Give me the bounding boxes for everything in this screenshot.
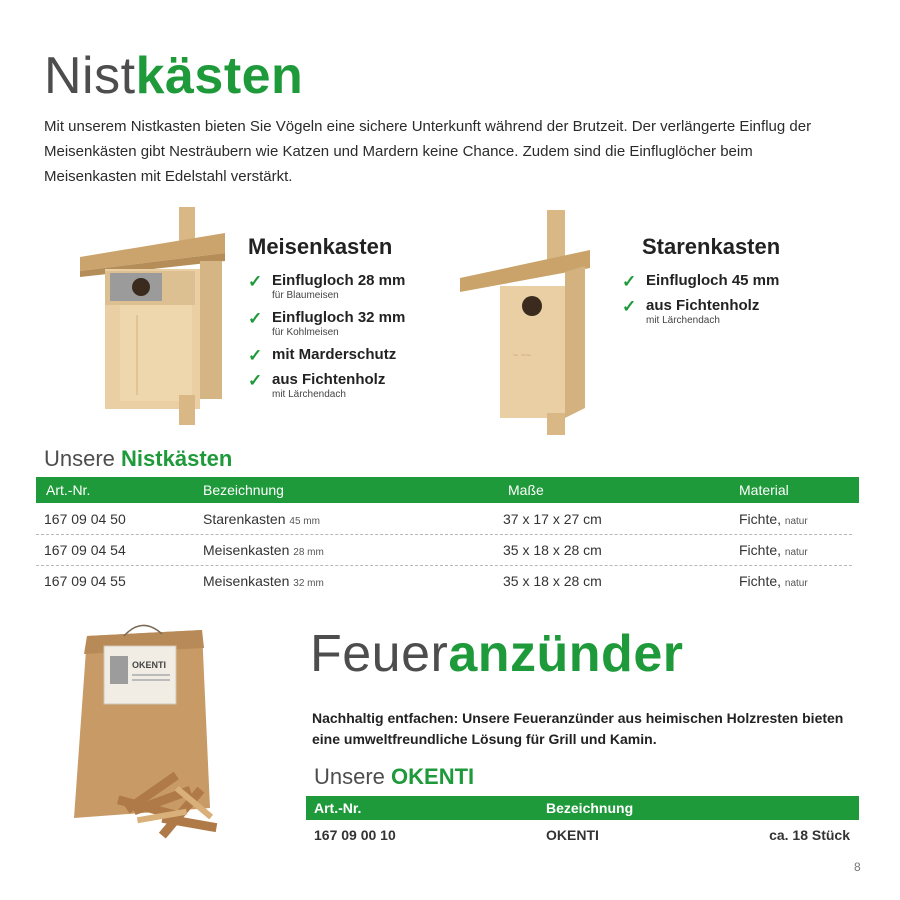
cell-name: Starenkasten [203, 511, 286, 527]
col-header-material: Material [739, 482, 789, 498]
feature-item [622, 272, 822, 289]
nist-title-part-a: Nist [44, 47, 136, 105]
feature-item [248, 272, 438, 301]
check-icon: ✓ [622, 272, 637, 291]
cell-size: 28 mm [293, 547, 324, 558]
cell-mat-sub: natur [784, 547, 808, 558]
feature-main: Einflugloch 32 mm [272, 309, 406, 326]
cell-bezeichnung [203, 511, 320, 527]
cell-material [739, 573, 808, 589]
nist-table-heading [44, 446, 232, 472]
okenti-table-header [306, 796, 859, 820]
feature-main: aus Fichtenholz [272, 371, 386, 388]
cell-artnr: 167 09 04 50 [44, 511, 126, 527]
cell-artnr: 167 09 00 10 [314, 827, 396, 843]
feuer-title-part-a: Feuer [310, 625, 449, 683]
feuer-title-part-b: anzünder [448, 625, 684, 683]
feature-main: Einflugloch 28 mm [272, 272, 406, 289]
cell-dims: 35 x 18 x 28 cm [503, 573, 602, 589]
nist-table-header [36, 477, 859, 503]
table-row [36, 535, 852, 566]
cell-bezeichnung [203, 573, 324, 589]
okenti-table-heading [314, 764, 474, 790]
meisenkasten-features [248, 272, 438, 400]
cell-artnr: 167 09 04 54 [44, 542, 126, 558]
cell-artnr: 167 09 04 55 [44, 573, 126, 589]
check-icon: ✓ [248, 272, 263, 291]
table-row [36, 566, 852, 596]
cell-mat-sub: natur [784, 578, 808, 589]
meisenkasten-image [75, 205, 235, 430]
okenti-bag-image [62, 618, 232, 850]
heading-part-b: Nistkästen [121, 446, 233, 471]
starenkasten-features [622, 272, 822, 326]
feature-main: aus Fichtenholz [646, 297, 760, 314]
feature-sub: mit Lärchendach [272, 389, 346, 400]
nist-title [44, 46, 303, 106]
check-icon: ✓ [248, 371, 263, 390]
check-icon: ✓ [622, 297, 637, 316]
col-header-bezeichnung: Bezeichnung [546, 800, 634, 816]
check-icon: ✓ [248, 309, 263, 328]
feature-item [248, 309, 438, 338]
nist-intro: Mit unserem Nistkasten bieten Sie Vögeln eine sichere Unterkunft während der Brutzeit. Der verlängerte Einflug der Meisenkästen gibt Nesträubern wie Katzen und Mardern keine Chance. Zudem sind die Einfluglöcher beim Meisenkasten mit Edelstahl verstärkt. [44, 118, 812, 185]
heading-part-b: OKENTI [391, 764, 475, 789]
cell-bezeichnung [203, 542, 324, 558]
cell-material [739, 511, 808, 527]
feuer-intro: Nachhaltig entfachen: Unsere Feueranzünder aus heimischen Holzresten bieten eine umweltfreundliche Lösung für Grill und Kamin. [312, 710, 844, 747]
cell-name: Meisenkasten [203, 573, 290, 589]
starenkasten-title: Starenkasten [642, 234, 781, 259]
heading-part-a: Unsere [44, 446, 115, 471]
feature-item [622, 297, 822, 326]
col-header-artnr: Art.-Nr. [314, 800, 362, 816]
col-header-bezeichnung: Bezeichnung [203, 482, 284, 498]
cell-dims: 37 x 17 x 27 cm [503, 511, 602, 527]
meisenkasten-block [248, 234, 438, 408]
cell-mat-sub: natur [784, 516, 808, 527]
cell-mat: Fichte, [739, 511, 782, 527]
starenkasten-block [622, 234, 822, 334]
cell-bezeichnung: OKENTI [546, 827, 599, 843]
heading-part-a: Unsere [314, 764, 385, 789]
feature-sub: für Kohlmeisen [272, 327, 339, 338]
feuer-title [310, 624, 683, 684]
cell-name: Meisenkasten [203, 542, 290, 558]
starenkasten-image [455, 208, 595, 438]
col-header-artnr: Art.-Nr. [46, 482, 91, 498]
cell-material [739, 542, 808, 558]
feature-main: mit Marderschutz [272, 346, 397, 363]
check-icon: ✓ [248, 346, 263, 365]
cell-size: 45 mm [289, 516, 320, 527]
feature-item [248, 371, 438, 400]
table-row [36, 504, 852, 535]
feature-main: Einflugloch 45 mm [646, 272, 780, 289]
cell-size: 32 mm [293, 578, 324, 589]
cell-mat: Fichte, [739, 542, 782, 558]
feature-sub: mit Lärchendach [646, 315, 720, 326]
table-row [306, 822, 859, 852]
nist-title-part-b: kästen [135, 47, 304, 105]
meisenkasten-title: Meisenkasten [248, 234, 393, 259]
cell-mat: Fichte, [739, 573, 782, 589]
feature-sub: für Blaumeisen [272, 290, 339, 301]
svg-text:~ ~~: ~ ~~ [513, 350, 532, 360]
cell-dims: 35 x 18 x 28 cm [503, 542, 602, 558]
bag-label: OKENTI [132, 660, 167, 670]
feature-item [248, 346, 438, 363]
cell-quantity: ca. 18 Stück [769, 827, 850, 843]
col-header-masse: Maße [508, 482, 544, 498]
page-number: 8 [854, 860, 861, 874]
